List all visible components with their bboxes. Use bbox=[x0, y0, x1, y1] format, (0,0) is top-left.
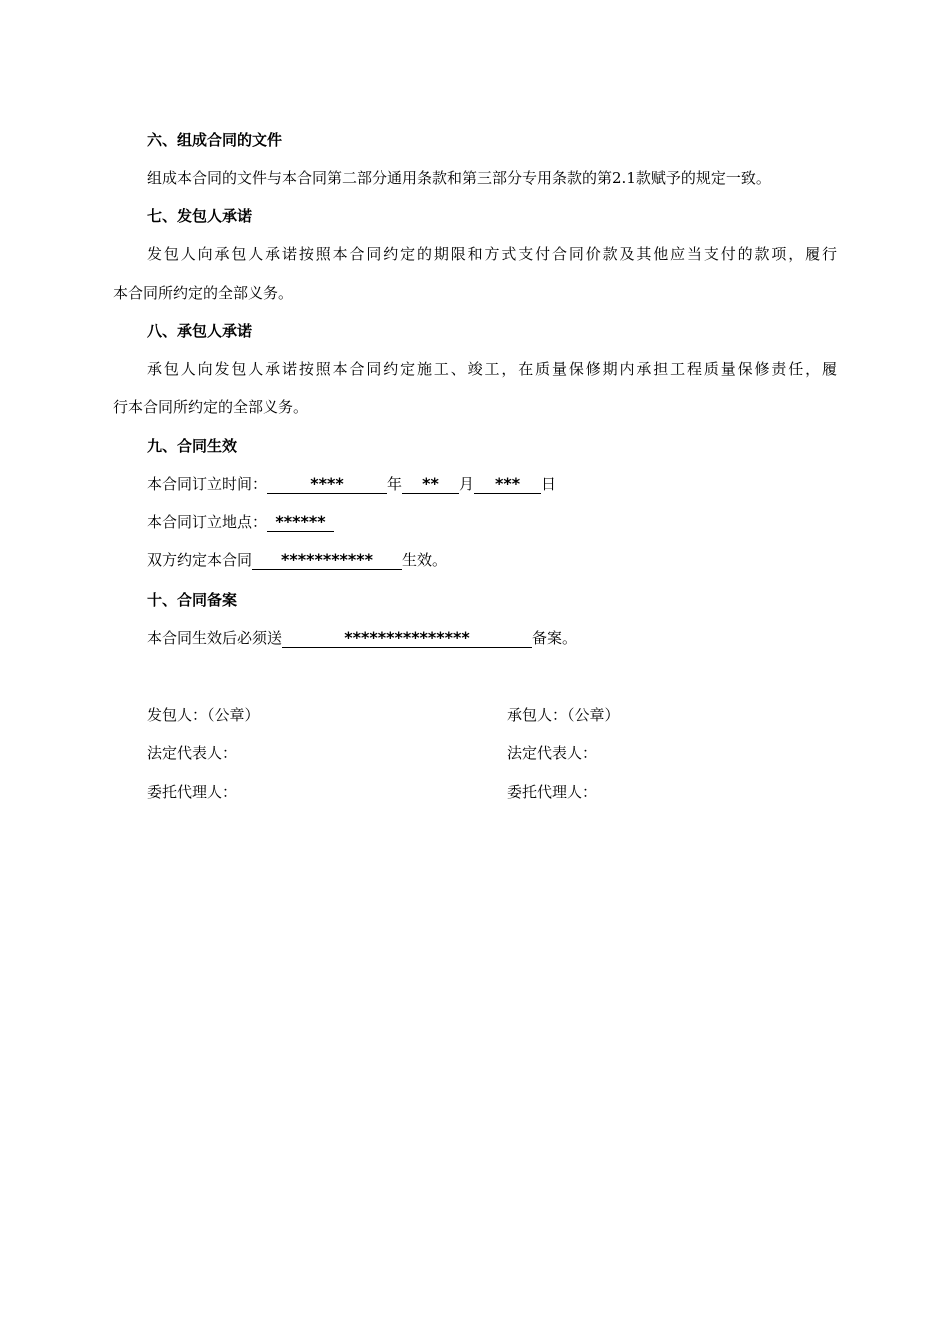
signing-day-blank: *** bbox=[474, 475, 541, 494]
signing-place-blank: ****** bbox=[267, 513, 334, 532]
filing-suffix: 备案。 bbox=[532, 629, 578, 647]
section-8-text-line1: 承包人向发包人承诺按照本合同约定施工、竣工，在质量保修期内承担工程质量保修责任，履 bbox=[147, 360, 837, 378]
signing-year-blank: **** bbox=[267, 475, 387, 494]
section-7-text-line1: 发包人向承包人承诺按照本合同约定的期限和方式支付合同价款及其他应当支付的款项，履行 bbox=[147, 245, 837, 263]
filing-authority-blank: *************** bbox=[282, 629, 532, 648]
effective-suffix: 生效。 bbox=[402, 551, 448, 569]
effective-condition-blank: *********** bbox=[252, 551, 402, 570]
contractor-legal-rep-label: 法定代表人： bbox=[507, 744, 598, 762]
day-unit: 日 bbox=[541, 475, 557, 493]
section-8-text-line2: 行本合同所约定的全部义务。 bbox=[113, 398, 309, 416]
signing-month-blank: ** bbox=[402, 475, 459, 494]
signing-place-label: 本合同订立地点： bbox=[147, 513, 268, 531]
employer-legal-rep-label: 法定代表人： bbox=[147, 744, 238, 762]
employer-agent-label: 委托代理人： bbox=[147, 783, 238, 801]
signing-place-row bbox=[147, 512, 334, 532]
filing-row bbox=[147, 628, 577, 648]
signing-date-row bbox=[147, 474, 556, 494]
section-6-text: 组成本合同的文件与本合同第二部分通用条款和第三部分专用条款的第2.1款赋予的规定一致。 bbox=[147, 169, 771, 187]
effective-prefix: 双方约定本合同 bbox=[147, 551, 253, 569]
month-unit: 月 bbox=[459, 475, 475, 493]
contractor-seal-label: 承包人：（公章） bbox=[507, 706, 620, 724]
signing-date-label: 本合同订立时间： bbox=[147, 475, 268, 493]
section-6-heading: 六、组成合同的文件 bbox=[147, 131, 283, 149]
section-10-heading: 十、合同备案 bbox=[147, 591, 238, 609]
year-unit: 年 bbox=[387, 475, 403, 493]
employer-seal-label: 发包人：（公章） bbox=[147, 706, 260, 724]
contractor-agent-label: 委托代理人： bbox=[507, 783, 598, 801]
section-9-heading: 九、合同生效 bbox=[147, 437, 238, 455]
section-7-text-line2: 本合同所约定的全部义务。 bbox=[113, 284, 294, 302]
section-7-heading: 七、发包人承诺 bbox=[147, 207, 253, 225]
section-8-heading: 八、承包人承诺 bbox=[147, 322, 253, 340]
filing-prefix: 本合同生效后必须送 bbox=[147, 629, 283, 647]
effective-condition-row bbox=[147, 550, 447, 570]
